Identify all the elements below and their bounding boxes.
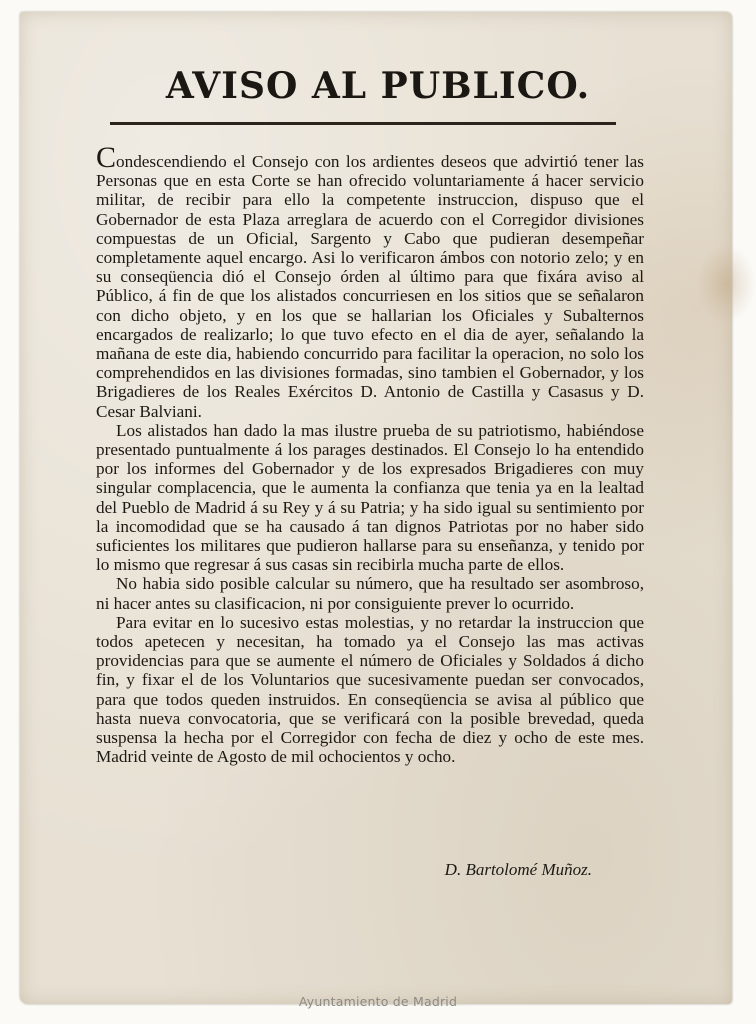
- paper-stain: [696, 244, 756, 324]
- watermark: Ayuntamiento de Madrid: [298, 994, 458, 1009]
- document-title: AVISO AL PUBLICO.: [165, 65, 591, 107]
- signature: D. Bartolomé Muñoz.: [444, 860, 592, 879]
- paragraph-1-text: ondescendiendo el Consejo con los ardientes deseos que advirtió tener las Personas que en esta Corte se han ofrecido voluntariamente á hacer servicio militar, de recibir para ello la competente instruccion, dispuso que el Gobernador de esta Plaza arreglara de acuerdo con el Corregidor divisiones compuestas de un Oficial, Sargento y Cabo que pudieran desempeñar completamente aquel encargo. Asi lo verificaron ámbos con notorio zelo; y en su conseqüencia dió el Consejo órden al último para que fixára aviso al Público, á fin de que los alistados concurriesen en los sitios que se señalaron con dicho objeto, y en los que se hallarian los Oficiales y Subalternos encargados de realizarlo; lo que tuvo efecto en el dia de ayer, señalando la mañana de este dia, habiendo concurrido para facilitar la operacion, no solo los comprehendidos en las divisiones formadas, sino tambien el Gobernador, y los Brigadieres de los Reales Exércitos D. Antonio de Castilla y Casasus y D. Cesar Balviani.: [96, 152, 644, 421]
- drop-cap: C: [96, 141, 117, 174]
- paragraph-1: [96, 141, 644, 421]
- paragraph-2: Los alistados han dado la mas ilustre prueba de su patriotismo, habiéndose presentado puntualmente á los parages destinados. El Consejo lo ha entendido por los informes del Gobernador y de los expresados Brigadieres con muy singular complacencia, que le aumenta la confianza que tenia ya en la lealtad del Pueblo de Madrid á su Rey y á su Patria; y ha sido igual su sentimiento por la incomodidad que se ha causado á tan dignos Patriotas por no haber sido suficientes los militares que pudieron hallarse para su enseñanza, y tenido por lo mismo que regresar á sus casas sin recibirla mucha parte de ellos.: [96, 420, 644, 575]
- title-rule: [110, 122, 616, 125]
- paragraph-3: No habia sido posible calcular su número, que ha resultado ser asombroso, ni hacer antes su clasificacion, ni por consiguiente prever lo ocurrido.: [96, 574, 644, 613]
- document-body: [96, 141, 644, 767]
- paragraph-4: Para evitar en lo sucesivo estas molestias, y no retardar la instruccion que todos apetecen y necesitan, ha tomado ya el Consejo las mas activas providencias para que se aumente el número de Oficiales y Soldados á dicho fin, y fixar el de los Voluntarios que sucesivamente puedan ser convocados, para que todos queden instruidos. En conseqüencia se avisa al público que hasta nueva convocatoria, que se verificará con la posible brevedad, queda suspensa la hecha por el Corregidor con fecha de diez y ocho de este mes. Madrid veinte de Agosto de mil ochocientos y ocho.: [96, 612, 644, 767]
